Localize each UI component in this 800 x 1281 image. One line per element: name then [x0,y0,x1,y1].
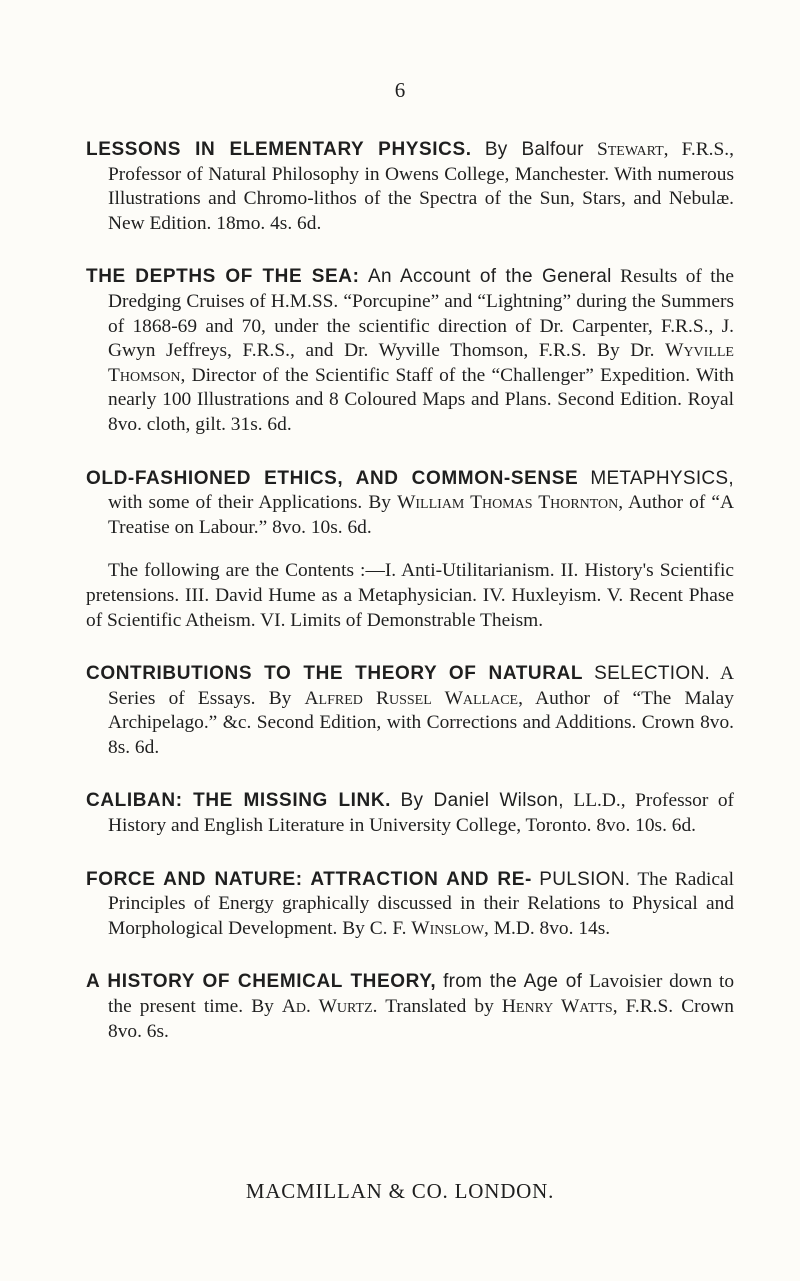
entry-description-end: F.R.S. Crown 8vo. 6s. [108,996,735,1042]
entry-description: Results of the Dredging Cruises of H.M.SS. “Porcupine” and “Lightning” during the Summers of 1868-69 and 70, under the scientific direction of Dr. Carpenter, F.R.S., J. Gwyn Jeffreys, F.R.S., and Dr. Wyville Thomson, F.R.S. By Dr. [108,266,734,362]
entry-author: Wyville Thomson, [108,340,734,386]
entry-description: A Series of Essays. By [108,663,734,709]
entry-description: with some of their Applications. By [108,492,391,514]
entry-description-continued: Translated by [385,996,494,1018]
entry-title: THE DEPTHS OF THE SEA: [86,266,360,288]
entry-title: A HISTORY OF CHEMICAL THEORY, [86,971,437,993]
entry-description: LL.D., Professor of History and English Literature in University College, Toronto. 8vo. 10s. 6d. [108,790,734,837]
entry-title: FORCE AND NATURE: ATTRACTION AND RE- [86,868,532,890]
entry-byline: By Balfour [484,139,584,160]
entry-description: Lavoisier down to the present time. By [108,971,735,1018]
entry-byline: By Daniel Wilson, [400,790,564,812]
page-number: 6 [394,78,406,102]
publisher-footer: MACMILLAN & CO. LONDON. [245,1179,555,1203]
entry-contents-paragraph: The following are the Contents :—I. Anti-Utilitarianism. II. History's Scientific pretensions. III. David Hume as a Metaphysician. IV. Huxleyism. V. Recent Phase of Scientific Atheism. VI. Limits of Demonstrable Theism. [86,560,734,631]
entry-subtitle: SELECTION. [594,663,711,685]
entry-description-continued: Director of the Scientific Staff of the “Challenger” Expedition. With nearly 100 Illustrations and 8 Coloured Maps and Plans. Second Edition. Royal 8vo. cloth, gilt. 31s. 6d. [108,364,734,435]
entry-author: Stewart, [596,139,669,160]
catalogue-entry-old-fashioned-ethics [86,467,734,634]
entry-author: Ad. Wurtz. [281,996,378,1018]
catalogue-entry-force-and-nature [86,868,734,942]
entry-author: Alfred Russel Wallace, [304,687,523,709]
catalogue-entry-natural-selection [86,662,734,760]
catalogue-entry-elementary-physics [86,138,734,236]
entry-author: William Thomas Thornton, [397,492,624,514]
entry-title: LESSONS IN ELEMENTARY PHYSICS. [86,139,472,160]
entry-description: The Radical Principles of Energy graphically discussed in their Relations to Physical and Morphological Development. By C. F. [108,868,734,939]
entry-title: CALIBAN: THE MISSING LINK. [86,790,392,812]
entry-description-continued: Author of “The Malay Archipelago.” &c. Second Edition, with Corrections and Additions. Crown 8vo. 8s. 6d. [108,687,734,758]
entry-author: Winslow, [411,917,489,939]
entry-title: OLD-FASHIONED ETHICS, AND COMMON-SENSE [86,467,579,489]
catalogue-entry-depths-of-the-sea [86,265,734,437]
entry-byline: from the Age of [443,971,583,993]
catalogue-entry-chemical-theory [86,970,734,1044]
catalogue-entry-caliban [86,789,734,838]
entry-subtitle: METAPHYSICS, [590,467,734,489]
entry-title: CONTRIBUTIONS TO THE THEORY OF NATURAL [86,663,584,685]
entry-byline: An Account of the General [368,266,612,288]
entry-subtitle: PULSION. [539,868,631,890]
catalogue-entries [86,138,734,1073]
entry-description-continued: Author of “A Treatise on Labour.” 8vo. 10s. 6d. [108,492,735,538]
entry-description: F.R.S., Professor of Natural Philosophy in Owens College, Manchester. With numerous Illustrations and Chromo-lithos of the Spectra of the Sun, Stars, and Nebulæ. New Edition. 18mo. 4s. 6d. [108,139,734,234]
entry-translator: Henry Watts, [501,996,618,1018]
entry-description-continued: M.D. 8vo. 14s. [493,917,611,939]
